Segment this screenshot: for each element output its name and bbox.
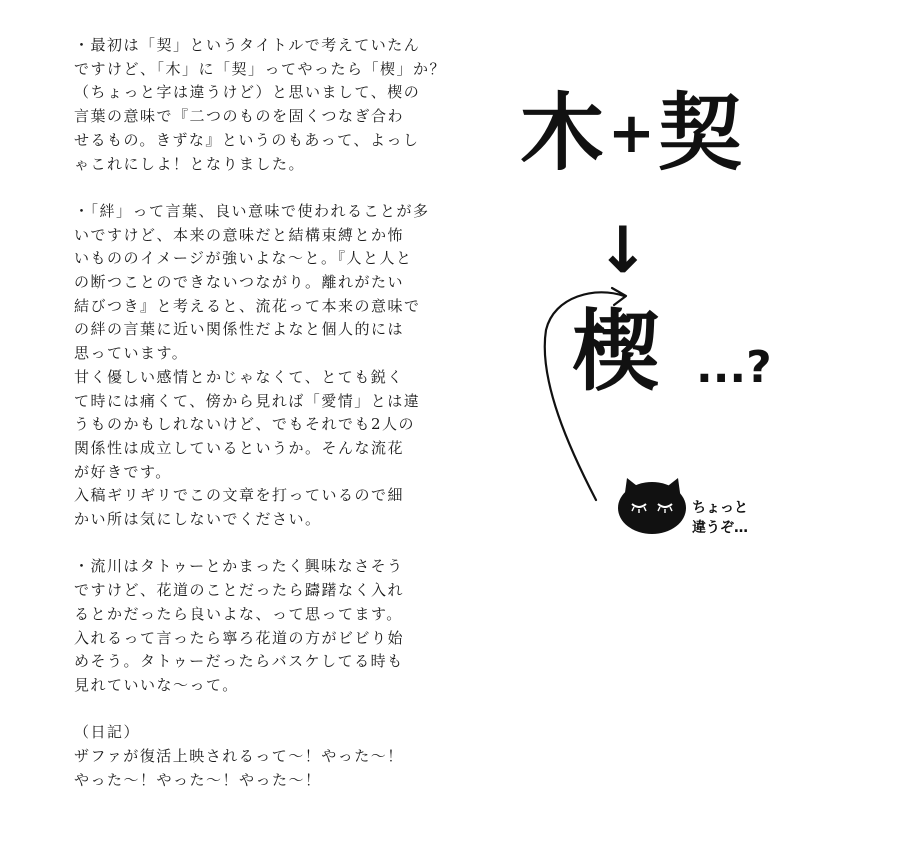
text-line: いですけど、本来の意味だと結構束縛とか怖 (74, 225, 405, 244)
text-line: （ちょっと字は違うけど）と思いまして、楔の (74, 83, 421, 102)
formula-left-kanji: 木 (520, 84, 605, 182)
cat-note-line2: 違うぞ… (692, 520, 748, 536)
text-line: て時には痛くて、傍から見れば「愛情」とは違 (74, 391, 421, 410)
text-line: 甘く優しい感情とかじゃなくて、とても鋭く (74, 367, 404, 386)
text-line: かい所は気にしないでください。 (74, 510, 322, 529)
text-line: うものかもしれないけど、でもそれでも2人の (74, 415, 416, 434)
text-line: ・流川はタトゥーとかまったく興味なさそう (74, 557, 404, 576)
text-line: るとかだったら良いよな、って思ってます。 (74, 604, 403, 623)
text-line: ですけど、花道のことだったら躊躇なく入れ (74, 581, 405, 600)
paragraph-tattoo (74, 555, 474, 697)
text-line: が好きです。 (74, 462, 172, 481)
cat-speech-note (692, 498, 802, 538)
paragraph-diary (74, 721, 474, 792)
black-cat-icon (618, 478, 686, 534)
text-line: 思っています。 (74, 344, 189, 363)
paragraph-title-origin (74, 34, 474, 176)
formula-plus: + (608, 101, 655, 166)
text-line: ・「絆」って言葉、良い意味で使われることが多 (74, 201, 430, 220)
afterword-text (74, 34, 474, 816)
text-line: 結びつき』と考えると、流花って本来の意味で (74, 296, 421, 315)
text-line: ザファが復活上映されるって〜！やった〜！ (74, 747, 404, 766)
text-line: やった〜！やった〜！やった〜！ (74, 770, 322, 789)
text-line: ・最初は「契」というタイトルで考えていたん (74, 36, 421, 54)
text-line: 入稿ギリギリでこの文章を打っているので細 (74, 486, 405, 505)
text-line: の絆の言葉に近い関係性だよなと個人的には (74, 320, 405, 339)
text-line: せるもの。きずな』というのもあって、よっし (74, 130, 420, 149)
cat-note-line1: ちょっと (692, 500, 748, 516)
text-line: 言葉の意味で『二つのものを固くつなぎ合わ (74, 107, 405, 126)
result-suffix: ...? (696, 342, 772, 393)
text-line: 入れるって言ったら寧ろ花道の方がビビり始 (74, 628, 405, 647)
text-line: ですけど、「木」に「契」ってやったら「楔」か？ (74, 59, 447, 78)
text-line: いもののイメージが強いよな〜と。『人と人と (74, 249, 413, 268)
text-line: の断つことのできないつながり。離れがたい (74, 273, 405, 292)
formula-right-kanji: 契 (658, 84, 743, 182)
text-line: めそう。タトゥーだったらバスケしてる時も (74, 652, 404, 671)
text-line: 見れていいな〜って。 (74, 675, 239, 694)
result-kanji: 楔 (572, 300, 661, 403)
text-line: （日記） (74, 723, 141, 742)
text-line: ゃこれにしよ！となりました。 (74, 154, 306, 173)
text-line: 関係性は成立しているというか。そんな流花 (74, 438, 405, 457)
down-arrow: ↓ (596, 214, 650, 288)
paragraph-kizuna (74, 200, 474, 532)
